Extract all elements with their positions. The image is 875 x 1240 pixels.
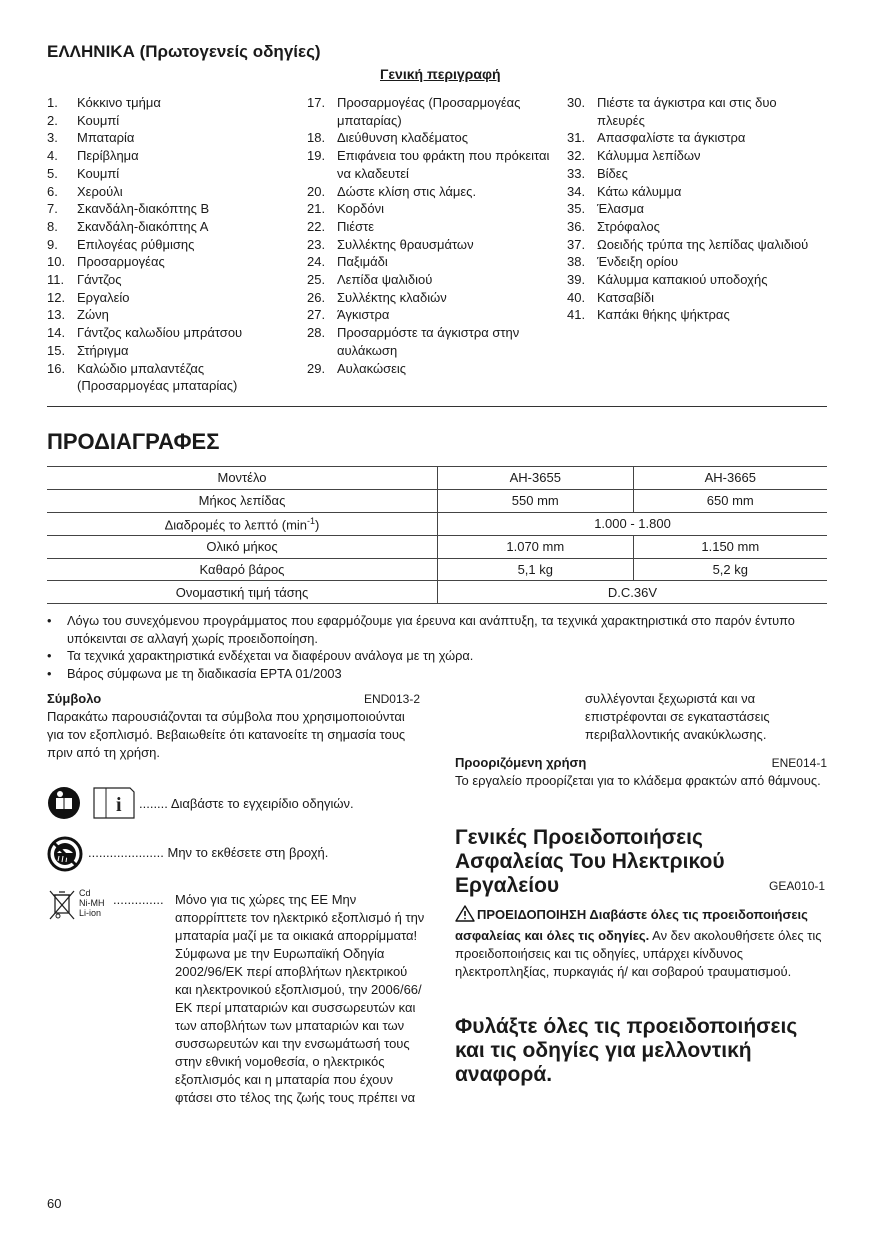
parts-item-label: Προσαρμογέας xyxy=(77,254,165,270)
parts-item-number: 10. xyxy=(47,254,66,270)
parts-item-number: 14. xyxy=(47,325,66,341)
parts-list-item xyxy=(47,94,287,112)
parts-list-column-3 xyxy=(567,94,817,324)
read-manual-text: Διαβάστε το εγχειρίδιο οδηγιών. xyxy=(170,796,354,811)
parts-item-label: Χερούλι xyxy=(77,183,123,199)
parts-list-item xyxy=(567,147,817,165)
parts-item-label: Κάλυμμα λεπίδων xyxy=(597,148,701,164)
parts-item-number: 39. xyxy=(567,272,586,288)
general-safety-title: Γενικές Προειδοποιήσεις Ασφαλείας Του Ηλεκτρικού Εργαλείου xyxy=(455,826,725,897)
parts-list-item xyxy=(47,218,287,236)
parts-item-number: 27. xyxy=(307,307,326,323)
parts-list-item xyxy=(307,183,552,201)
no-rain-icon xyxy=(47,836,83,877)
parts-item-number: 15. xyxy=(47,342,66,358)
table-cell: AH-3665 xyxy=(633,467,827,490)
parts-item-label: Ωοειδής τρύπα της λεπίδας ψαλιδιού xyxy=(597,236,809,252)
strokes-label: Διαδρομές το λεπτό (min xyxy=(164,516,308,532)
parts-item-label: Επιφάνεια του φράκτη που πρόκειται να κλαδευτεί xyxy=(337,148,550,181)
parts-item-label: Συλλέκτης θραυσμάτων xyxy=(337,236,474,252)
parts-item-number: 38. xyxy=(567,254,586,270)
warning-text: Αν δεν ακολουθήσετε όλες τις προειδοποιήσεις και τις οδηγίες, υπάρχει κίνδυνος ηλεκτροπληξίας, πυρκαγιάς ή/ και σοβαρού τραυματισμού. xyxy=(455,928,822,979)
bullet: • xyxy=(47,665,52,681)
strokes-unit-superscript: -1 xyxy=(307,515,316,526)
parts-list-item xyxy=(47,183,287,201)
parts-item-number: 35. xyxy=(567,201,586,217)
parts-list-item xyxy=(567,94,817,129)
ee-recycling-text-continued: συλλέγονται ξεχωριστά και να επιστρέφονται σε εγκαταστάσεις περιβαλλοντικής ανακύκλωσης. xyxy=(585,691,770,742)
section-divider xyxy=(47,406,827,407)
parts-list-item xyxy=(47,342,287,360)
parts-item-number: 6. xyxy=(47,183,58,199)
symbol-intro: Παρακάτω παρουσιάζονται τα σύμβολα που χρησιμοποιούνται για τον εξοπλισμό. Βεβαιωθείτε ότι κατανοείτε τη σημασία τους πριν από τη χρήση. xyxy=(47,709,406,760)
parts-item-label: Κορδόνι xyxy=(337,201,384,217)
parts-item-label: Περίβλημα xyxy=(77,148,139,164)
parts-item-label: Αυλακώσεις xyxy=(337,360,407,376)
parts-list-item xyxy=(567,165,817,183)
parts-item-label: Επιλογέας ρύθμισης xyxy=(77,236,195,252)
parts-item-number: 31. xyxy=(567,130,586,146)
table-cell: 550 mm xyxy=(438,489,634,512)
general-description-title: Γενική περιγραφή xyxy=(380,66,501,82)
parts-item-label: Πιέστε xyxy=(337,218,375,234)
parts-item-number: 26. xyxy=(307,289,326,305)
parts-item-number: 13. xyxy=(47,307,66,323)
table-cell: 1.000 - 1.800 xyxy=(438,512,828,535)
parts-list-item xyxy=(307,306,552,324)
parts-item-label: Προσαρμογέας (Προσαρμογέας μπαταρίας) xyxy=(337,95,521,128)
page-language-title: ΕΛΛΗΝΙΚΑ (Πρωτογενείς οδηγίες) xyxy=(47,42,321,61)
table-row xyxy=(47,558,827,581)
symbol-section xyxy=(47,690,420,762)
table-row xyxy=(47,467,827,490)
table-row xyxy=(47,512,827,535)
parts-item-label: Καπάκι θήκης ψήκτρας xyxy=(597,307,730,323)
parts-item-label: Σκανδάλη-διακόπτης Β xyxy=(77,201,210,217)
parts-list-item xyxy=(47,271,287,289)
parts-list-column-2 xyxy=(307,94,552,377)
parts-item-number: 17. xyxy=(307,95,326,110)
parts-item-number: 18. xyxy=(307,130,326,146)
general-safety-code: GEA010-1 xyxy=(769,879,826,893)
parts-list-item xyxy=(47,200,287,218)
parts-list-item xyxy=(567,236,817,254)
parts-list-item xyxy=(47,165,287,183)
page-number: 60 xyxy=(47,1196,62,1211)
parts-item-label: Βίδες xyxy=(597,165,628,181)
crossed-bin-icon xyxy=(47,888,77,927)
leader-dots: .............. xyxy=(113,892,164,907)
table-cell: Μήκος λεπίδας xyxy=(47,489,438,512)
warning-triangle-icon xyxy=(455,905,475,927)
parts-list-item xyxy=(567,289,817,307)
ee-dots-row xyxy=(113,891,164,909)
parts-item-label: Παξιμάδι xyxy=(337,254,388,270)
parts-list-item xyxy=(307,271,552,289)
table-cell: 1.070 mm xyxy=(438,535,634,558)
table-cell: Καθαρό βάρος xyxy=(47,558,438,581)
parts-item-number: 24. xyxy=(307,254,326,270)
parts-item-label: Κουμπί xyxy=(77,112,120,128)
parts-item-number: 37. xyxy=(567,236,586,252)
parts-item-number: 7. xyxy=(47,201,58,217)
parts-item-label: Λεπίδα ψαλιδιού xyxy=(337,272,433,288)
parts-item-number: 20. xyxy=(307,183,326,199)
intended-use-section xyxy=(455,754,827,790)
table-row xyxy=(47,489,827,512)
parts-item-number: 33. xyxy=(567,165,586,181)
svg-text:i: i xyxy=(116,794,122,816)
note-text: Λόγω του συνεχόμενου προγράμματος που εφαρμόζουμε για έρευνα και ανάπτυξη, τα τεχνικά χαρακτηριστικά στο παρόν έντυπο υπόκεινται σε αλλαγή χωρίς προειδοποίηση. xyxy=(67,613,795,646)
parts-item-number: 22. xyxy=(307,218,326,234)
symbol-heading: Σύμβολο xyxy=(47,691,102,706)
parts-item-number: 3. xyxy=(47,130,58,146)
warning-paragraph xyxy=(455,905,827,981)
parts-list-item xyxy=(307,94,552,129)
parts-item-number: 4. xyxy=(47,148,58,164)
parts-list-item xyxy=(47,129,287,147)
bullet: • xyxy=(47,648,52,664)
specifications-title: ΠΡΟΔΙΑΓΡΑΦΕΣ xyxy=(47,429,220,454)
parts-item-number: 36. xyxy=(567,218,586,234)
parts-item-number: 8. xyxy=(47,218,58,234)
parts-item-number: 34. xyxy=(567,183,586,199)
read-manual-row xyxy=(139,795,354,813)
parts-item-label: Στρόφαλος xyxy=(597,218,660,234)
parts-item-label: Κάλυμμα καπακιού υποδοχής xyxy=(597,272,768,288)
specifications-table xyxy=(47,466,827,604)
save-instructions-title: Φυλάξτε όλες τις προειδοποιήσεις και τις οδηγίες για μελλοντική αναφορά. xyxy=(455,1015,798,1086)
parts-item-number: 23. xyxy=(307,236,326,252)
parts-item-label: Κόκκινο τμήμα xyxy=(77,95,161,110)
parts-item-label: Ζώνη xyxy=(77,307,109,323)
battery-type-cd: Cd xyxy=(79,888,91,898)
parts-item-number: 25. xyxy=(307,272,326,288)
parts-item-number: 5. xyxy=(47,165,58,181)
parts-list-item xyxy=(47,253,287,271)
parts-list-item xyxy=(47,112,287,130)
parts-item-label: Συλλέκτης κλαδιών xyxy=(337,289,447,305)
parts-list-item xyxy=(307,289,552,307)
no-rain-row xyxy=(88,844,328,862)
parts-list-item xyxy=(567,129,817,147)
parts-item-label: Ένδειξη ορίου xyxy=(597,254,679,270)
parts-item-number: 9. xyxy=(47,236,58,252)
parts-item-label: Γάντζος καλωδίου μπράτσου xyxy=(77,325,243,341)
parts-item-number: 1. xyxy=(47,95,58,110)
parts-item-number: 32. xyxy=(567,148,586,164)
parts-item-label: Προσαρμόστε τα άγκιστρα στην αυλάκωση xyxy=(337,325,520,358)
parts-item-number: 19. xyxy=(307,148,326,164)
parts-list-item xyxy=(47,289,287,307)
no-rain-text: Μην το εκθέσετε στη βροχή. xyxy=(167,845,329,860)
parts-list-item xyxy=(567,183,817,201)
strokes-label-end: ) xyxy=(315,516,320,532)
parts-list-column-1 xyxy=(47,94,287,395)
note-text: Τα τεχνικά χαρακτηριστικά ενδέχεται να διαφέρουν ανάλογα με τη χώρα. xyxy=(67,648,474,664)
read-manual-icon xyxy=(47,786,89,825)
parts-item-number: 30. xyxy=(567,95,586,110)
parts-item-number: 21. xyxy=(307,201,326,217)
parts-list-item xyxy=(567,253,817,271)
list-item xyxy=(47,665,827,683)
table-cell xyxy=(47,512,438,535)
manual-info-icon xyxy=(92,786,136,825)
table-row xyxy=(47,581,827,604)
parts-list-item xyxy=(567,271,817,289)
table-cell: 1.150 mm xyxy=(633,535,827,558)
parts-item-label: Κατσαβίδι xyxy=(597,289,655,305)
table-cell: Ολικό μήκος xyxy=(47,535,438,558)
parts-item-label: Πιέστε τα άγκιστρα και στις δυο πλευρές xyxy=(597,95,777,128)
battery-type-nimh: Ni-MH xyxy=(79,898,105,908)
parts-list-item xyxy=(307,147,552,182)
parts-item-label: Διεύθυνση κλαδέματος xyxy=(337,130,468,146)
parts-item-label: Άγκιστρα xyxy=(337,307,390,323)
parts-list-item xyxy=(307,218,552,236)
parts-item-number: 40. xyxy=(567,289,586,305)
parts-item-number: 11. xyxy=(47,272,65,288)
note-text: Βάρος σύμφωνα με τη διαδικασία EPTA 01/2003 xyxy=(67,665,342,681)
parts-item-label: Δώστε κλίση στις λάμες. xyxy=(337,183,477,199)
parts-list-item xyxy=(307,236,552,254)
parts-item-number: 12. xyxy=(47,289,66,305)
leader-dots: ........ xyxy=(139,796,168,811)
parts-item-label: Στήριγμα xyxy=(77,342,129,358)
intended-use-heading: Προοριζόμενη χρήση xyxy=(455,755,587,770)
parts-item-number: 29. xyxy=(307,360,326,376)
parts-item-label: Σκανδάλη-διακόπτης Α xyxy=(77,218,209,234)
parts-list-item xyxy=(307,253,552,271)
parts-list-item xyxy=(307,129,552,147)
parts-list-item xyxy=(307,200,552,218)
parts-item-number: 2. xyxy=(47,112,58,128)
intended-use-text: Το εργαλείο προορίζεται για το κλάδεμα φρακτών από θάμνους. xyxy=(455,773,821,788)
parts-item-number: 41. xyxy=(567,307,586,323)
leader-dots: ..................... xyxy=(88,845,164,860)
parts-list-item xyxy=(567,218,817,236)
battery-type-liion: Li-ion xyxy=(79,908,102,918)
table-row xyxy=(47,535,827,558)
parts-list-item xyxy=(47,147,287,165)
list-item xyxy=(47,647,827,665)
table-cell: Ονομαστική τιμή τάσης xyxy=(47,581,438,604)
parts-item-label: Καλώδιο μπαλαντέζας (Προσαρμογέας μπαταρίας) xyxy=(77,360,238,394)
parts-list-item xyxy=(47,306,287,324)
parts-list-item xyxy=(567,200,817,218)
parts-item-number: 16. xyxy=(47,360,66,376)
table-cell: AH-3655 xyxy=(438,467,634,490)
table-cell: D.C.36V xyxy=(438,581,828,604)
table-cell: 650 mm xyxy=(633,489,827,512)
parts-list-item xyxy=(47,360,287,395)
parts-list-item xyxy=(47,236,287,254)
parts-list-item xyxy=(567,306,817,324)
parts-item-label: Εργαλείο xyxy=(77,289,130,305)
parts-item-number: 28. xyxy=(307,325,326,341)
parts-item-label: Κάτω κάλυμμα xyxy=(597,183,682,199)
list-item xyxy=(47,612,827,647)
bullet: • xyxy=(47,613,52,628)
parts-item-label: Μπαταρία xyxy=(77,130,135,146)
parts-list-item xyxy=(47,324,287,342)
ee-recycling-text: Μόνο για τις χώρες της ΕΕ Μην απορρίπτετε τον ηλεκτρικό εξοπλισμό ή την μπαταρία μαζί με τα οικιακά απορρίμματα! Σύμφωνα με την Ευρωπαϊκή Οδηγία 2002/96/ΕΚ περί αποβλήτων ηλεκτρικού και ηλεκτρονικού εξοπλισμού, την 2006/66/ΕΚ περί μπαταριών και συσσωρευτών και των αποβλήτων των μπαταριών και των συσσωρευτών και την ενσωμάτωσή τους στην εθνική νομοθεσία, ο ηλεκτρικός εξοπλισμός και η μπαταρία που έχουν φτάσει στο τέλος της ζωής τους πρέπει να xyxy=(175,892,425,1105)
parts-list-item xyxy=(307,360,552,378)
parts-item-label: Κουμπί xyxy=(77,165,120,181)
battery-type-labels xyxy=(79,888,105,918)
parts-item-label: Γάντζος xyxy=(77,272,122,288)
table-cell: 5,2 kg xyxy=(633,558,827,581)
table-cell: 5,1 kg xyxy=(438,558,634,581)
symbol-code: END013-2 xyxy=(363,692,420,706)
intended-use-code: ENE014-1 xyxy=(771,756,827,770)
warning-bold-text: ΠΡΟΕΙΔΟΠΟΙΗΣΗ Διαβάστε όλες τις προειδοποιήσεις ασφαλείας και όλες τις οδηγίες. xyxy=(455,907,808,943)
parts-list-item xyxy=(307,324,552,359)
parts-item-label: Απασφαλίστε τα άγκιστρα xyxy=(597,130,746,146)
table-cell: Μοντέλο xyxy=(47,467,438,490)
parts-item-label: Έλασμα xyxy=(597,201,645,217)
specification-notes xyxy=(47,612,827,682)
